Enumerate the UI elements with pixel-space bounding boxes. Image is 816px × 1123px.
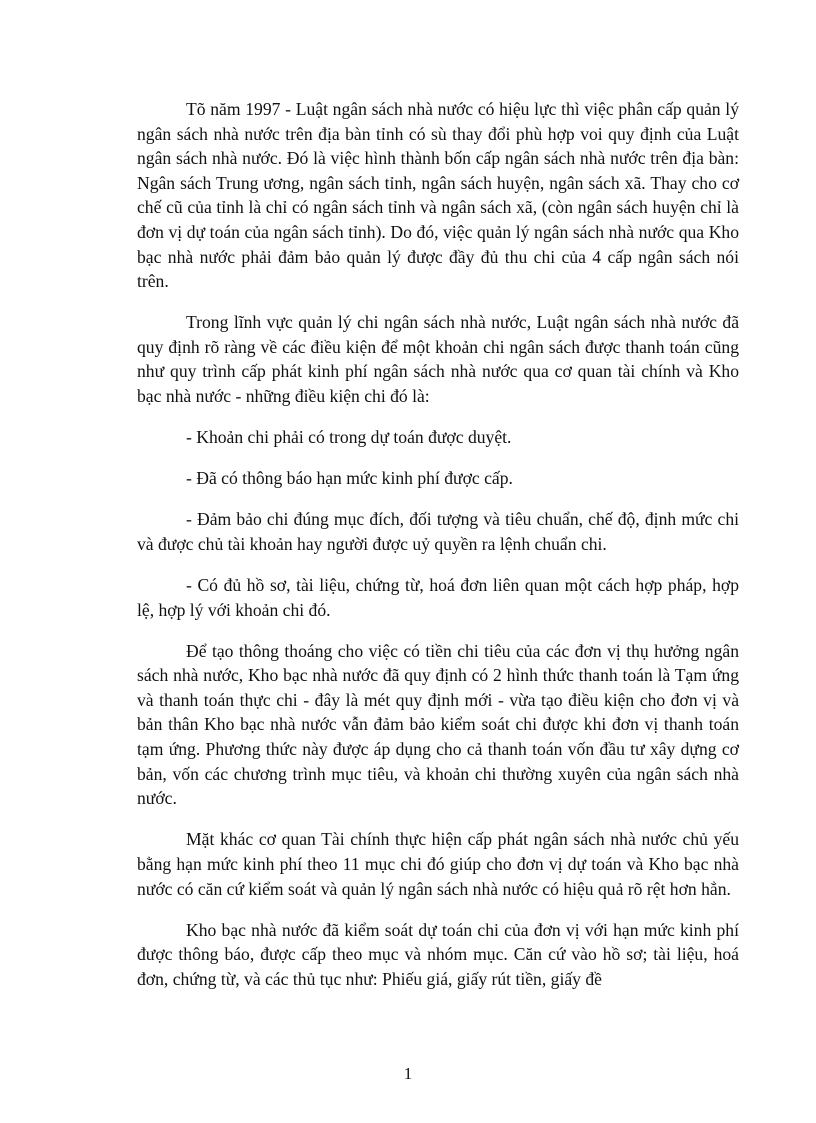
condition-correct-purpose: - Đảm bảo chi đúng mục đích, đối tượng và tiêu chuẩn, chế độ, định mức chi và được chủ tài khoản hay người được uỷ quyền ra lệnh chuẩn chi. [137, 509, 739, 554]
paragraph-funding-allocation: Mặt khác cơ quan Tài chính thực hiện cấp phát ngân sách nhà nước chủ yếu bằng hạn mức kinh phí theo 11 mục chi đó giúp cho đơn vị dự toán và Kho bạc nhà nước có căn cứ kiểm soát và quản lý ngân sách nhà nước có hiệu quả rõ rệt hơn hẳn. [137, 829, 739, 899]
page-number: 1 [403, 1064, 413, 1083]
condition-valid-documents: - Có đủ hồ sơ, tài liệu, chứng từ, hoá đơn liên quan một cách hợp pháp, hợp lệ, hợp lý với khoản chi đó. [137, 575, 739, 620]
condition-approved-estimate: - Khoản chi phải có trong dự toán được duyệt. [186, 427, 512, 448]
paragraph-treasury-control: Kho bạc nhà nước đã kiểm soát dự toán chi của đơn vị với hạn mức kinh phí được thông báo, được cấp theo mục và nhóm mục. Căn cứ vào hồ sơ; tài liệu, hoá đơn, chứng từ, và các thủ tục như: Phiếu giá, giấy rút tiền, giấy đề [137, 919, 739, 989]
condition-funding-limit: - Đã có thông báo hạn mức kinh phí được cấp. [186, 468, 513, 489]
paragraph-budget-decentralization: Tõ năm 1997 - Luật ngân sách nhà nước có hiệu lực thì việc phân cấp quản lý ngân sách nhà nước trên địa bàn tỉnh có sù thay đổi phù hợp voi quy định của Luật ngân sách nhà nước. Đó là việc hình thành bốn cấp ngân sách nhà nước trên địa bàn: Ngân sách Trung ương, ngân sách tỉnh, ngân sách huyện, ngân sách xã. Thay cho cơ chế cũ của tỉnh là chỉ có ngân sách tỉnh và ngân sách xã, (còn ngân sách huyện chỉ là đơn vị dự toán của ngân sách tỉnh). Do đó, việc quản lý ngân sách nhà nước qua Kho bạc nhà nước phải đảm bảo quản lý được đầy đủ thu chi của 4 cấp ngân sách nói trên. [137, 99, 739, 292]
document-body [137, 97, 739, 1008]
paragraph-spending-conditions: Trong lĩnh vực quản lý chi ngân sách nhà nước, Luật ngân sách nhà nước đã quy định rõ ràng về các điều kiện để một khoản chi ngân sách được thanh toán cũng như quy trình cấp phát kinh phí ngân sách nhà nước qua cơ quan tài chính và Kho bạc nhà nước - những điều kiện chi đó là: [137, 312, 739, 407]
paragraph-payment-forms: Để tạo thông thoáng cho việc có tiền chi tiêu của các đơn vị thụ hưởng ngân sách nhà nước, Kho bạc nhà nước đã quy định có 2 hình thức thanh toán là Tạm ứng và thanh toán thực chi - đây là mét quy định mới - vừa tạo điều kiện cho đơn vị và bản thân Kho bạc nhà nước vẫn đảm bảo kiểm soát chi được khi đơn vị thanh toán tạm ứng. Phương thức này được áp dụng cho cả thanh toán vốn đầu tư xây dựng cơ bản, vốn các chương trình mục tiêu, và khoản chi thường xuyên của ngân sách nhà nước. [137, 640, 739, 809]
